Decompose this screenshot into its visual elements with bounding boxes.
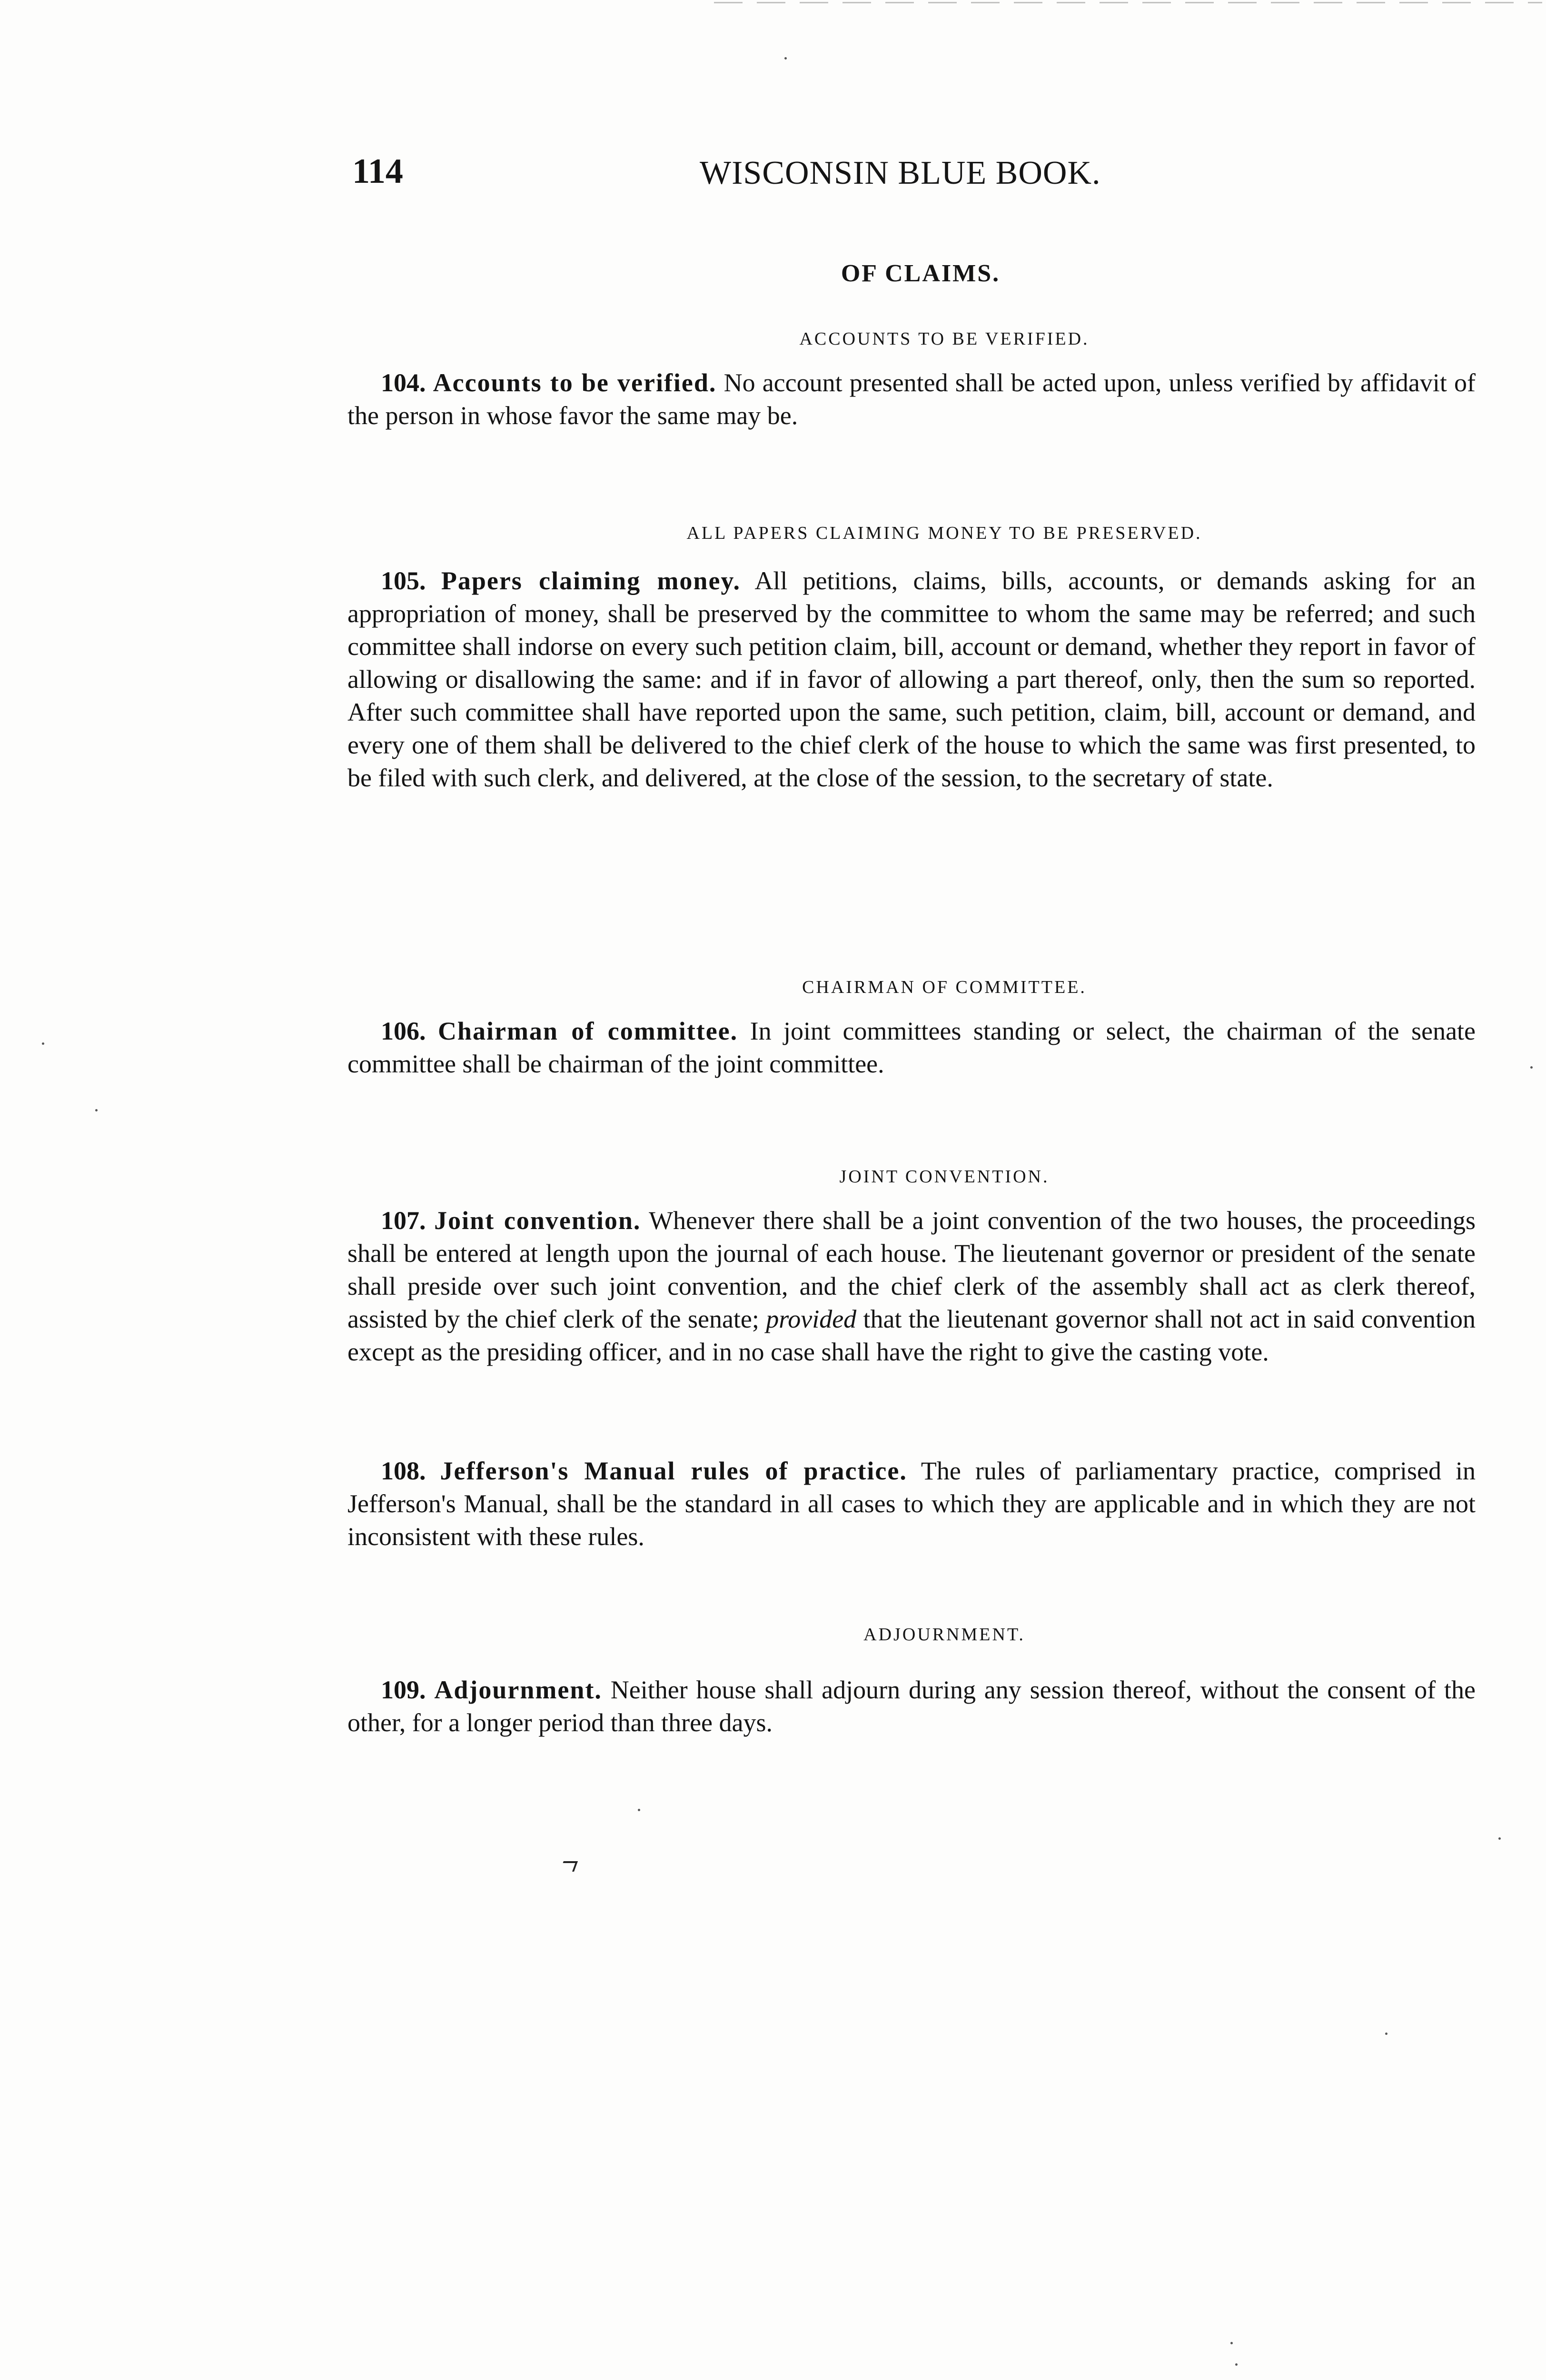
rule-105-number: 105. xyxy=(381,566,426,595)
rule-107-heading: JOINT CONVENTION. xyxy=(839,1167,1050,1187)
rule-109 xyxy=(347,1674,1476,1739)
rule-104-number: 104. xyxy=(381,368,426,397)
scan-edge-mark xyxy=(714,2,1542,3)
rule-107 xyxy=(347,1204,1476,1368)
rule-107-number: 107. xyxy=(381,1206,426,1235)
rule-105-title: Papers claiming money. xyxy=(441,566,741,595)
rule-108 xyxy=(347,1455,1476,1553)
rule-108-title: Jefferson's Manual rules of practice. xyxy=(440,1457,907,1485)
scan-speck xyxy=(638,1809,640,1811)
scan-mark xyxy=(560,1861,578,1872)
scan-speck xyxy=(1385,2033,1387,2035)
rule-107-italic-word: provided xyxy=(766,1305,857,1333)
scan-speck xyxy=(1230,2342,1233,2344)
rule-104 xyxy=(347,367,1476,432)
rule-109-heading: ADJOURNMENT. xyxy=(863,1625,1025,1645)
book-title: WISCONSIN BLUE BOOK. xyxy=(700,155,1101,191)
rule-104-heading: ACCOUNTS TO BE VERIFIED. xyxy=(799,329,1090,349)
rule-109-title: Adjournment. xyxy=(434,1676,602,1704)
rule-104-title: Accounts to be verified. xyxy=(433,368,717,397)
rule-106-number: 106. xyxy=(381,1017,426,1045)
scan-speck xyxy=(1498,1837,1501,1840)
scan-speck xyxy=(42,1042,44,1045)
rule-108-number: 108. xyxy=(381,1457,426,1485)
scan-speck xyxy=(1530,1066,1533,1069)
scan-speck xyxy=(1235,2363,1238,2366)
rule-107-text-continued: that the lieutenant governor shall not act in said convention except as the presiding officer, and in no case shall have the right to give the casting vote. xyxy=(347,1305,1476,1366)
scan-speck xyxy=(95,1109,98,1111)
rule-105-heading: ALL PAPERS CLAIMING MONEY TO BE PRESERVED. xyxy=(686,523,1202,543)
chapter-title: OF CLAIMS. xyxy=(841,260,1001,287)
rule-105-text: All petitions, claims, bills, accounts, or demands asking for an appropriation of money, shall be preserved by the committee to whom the same may be referred; and such committee shall indorse on every such petition claim, bill, account or demand, whether they report in favor of allowing or disallowing the same: and if in favor of allowing a part thereof, only, then the sum so reported. After such committee shall have reported upon the same, such petition, claim, bill, account or demand, and every one of them shall be delivered to the chief clerk of the house to which the same was first presented, to be filed with such clerk, and delivered, at the close of the session, to the secretary of state. xyxy=(347,566,1476,792)
page-number: 114 xyxy=(352,152,403,191)
scan-speck xyxy=(784,57,787,60)
rule-104-text: No account presented shall be acted upon, unless verified by affidavit of the person in whose favor the same may be. xyxy=(347,368,1476,430)
rule-106 xyxy=(347,1015,1476,1081)
running-head xyxy=(352,151,1480,204)
rule-109-number: 109. xyxy=(381,1676,426,1704)
rule-107-text: Whenever there shall be a joint convention of the two houses, the proceedings shall be entered at length upon the journal of each house. The lieutenant governor or president of the senate shall preside over such joint convention, and the chief clerk of the assembly shall act as clerk thereof, assisted by the chief clerk of the senate; xyxy=(347,1206,1476,1333)
rule-109-text: Neither house shall adjourn during any session thereof, without the consent of the other, for a longer period than three days. xyxy=(347,1676,1476,1737)
rule-105 xyxy=(347,565,1476,794)
rule-106-title: Chairman of committee. xyxy=(437,1017,738,1045)
rule-108-text: The rules of parliamentary practice, comprised in Jefferson's Manual, shall be the standard in all cases to which they are applicable and in which they are not inconsistent with these rules. xyxy=(347,1457,1476,1551)
rule-106-heading: CHAIRMAN OF COMMITTEE. xyxy=(802,977,1087,997)
rule-106-text: In joint committees standing or select, the chairman of the senate committee shall be chairman of the joint committee. xyxy=(347,1017,1476,1078)
rule-107-title: Joint convention. xyxy=(434,1206,641,1235)
